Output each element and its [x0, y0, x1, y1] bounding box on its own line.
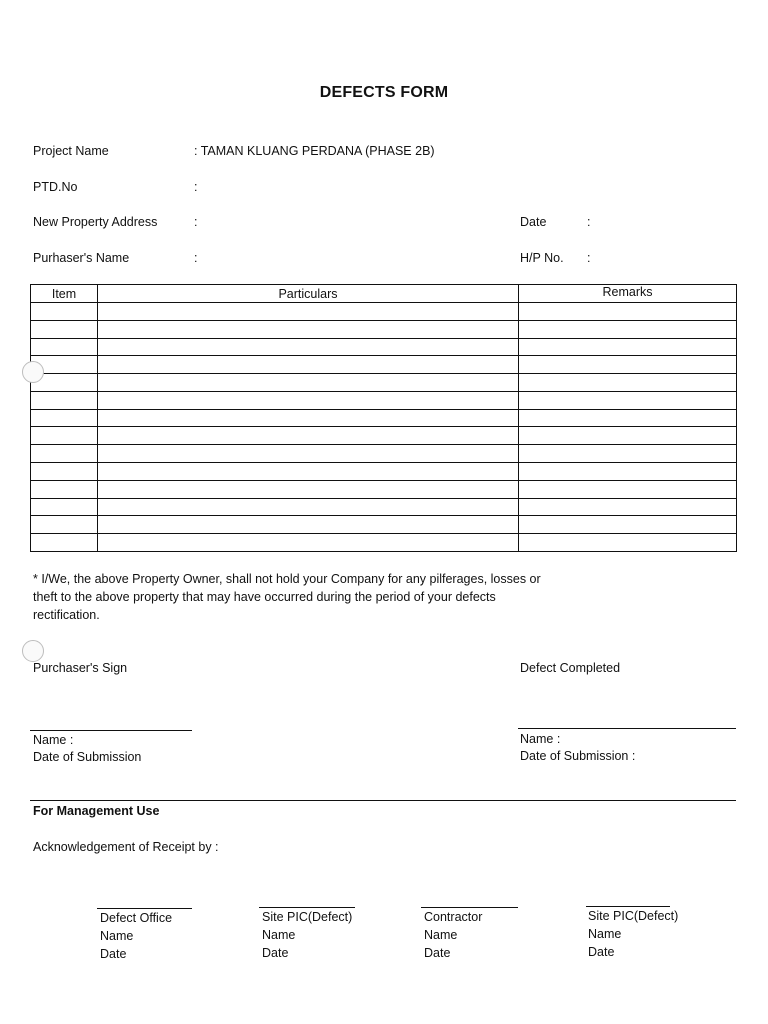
- particulars-cell[interactable]: [98, 303, 519, 321]
- item-cell[interactable]: [31, 445, 98, 463]
- date-colon: :: [587, 215, 591, 229]
- remarks-cell[interactable]: [519, 338, 737, 356]
- table-row: [31, 409, 737, 427]
- table-header-row: [31, 285, 737, 303]
- remarks-cell[interactable]: [519, 391, 737, 409]
- particulars-cell[interactable]: [98, 534, 519, 552]
- remarks-cell[interactable]: [519, 445, 737, 463]
- table-row: [31, 516, 737, 534]
- property-address-colon: :: [194, 215, 198, 229]
- disclaimer-line-3: rectification.: [33, 608, 100, 622]
- acknowledgement-label: Acknowledgement of Receipt by :: [33, 840, 219, 854]
- management-divider: [30, 800, 736, 801]
- remarks-cell[interactable]: [519, 320, 737, 338]
- project-name-label: Project Name: [33, 144, 109, 158]
- item-cell[interactable]: [31, 480, 98, 498]
- item-column-header: Item: [31, 285, 98, 303]
- completed-date-of-submission-label: Date of Submission :: [520, 749, 636, 763]
- particulars-cell[interactable]: [98, 427, 519, 445]
- particulars-cell[interactable]: [98, 320, 519, 338]
- item-cell[interactable]: [31, 320, 98, 338]
- particulars-cell[interactable]: [98, 463, 519, 481]
- contractor-signature-line: [421, 907, 518, 908]
- purchaser-name-colon: :: [194, 251, 198, 265]
- table-row: [31, 391, 737, 409]
- purchaser-name-label: Purhaser's Name: [33, 251, 130, 265]
- project-name-value: : TAMAN KLUANG PERDANA (PHASE 2B): [194, 144, 435, 158]
- remarks-cell[interactable]: [519, 480, 737, 498]
- defect-completed-label: Defect Completed: [520, 661, 621, 675]
- disclaimer-line-1: * I/We, the above Property Owner, shall not hold your Company for any pilferages, losses or: [33, 572, 541, 586]
- particulars-cell[interactable]: [98, 516, 519, 534]
- purchaser-signature-line: [30, 730, 192, 731]
- table-row: [31, 338, 737, 356]
- item-cell[interactable]: [31, 391, 98, 409]
- defects-table: [30, 284, 737, 552]
- table-row: [31, 320, 737, 338]
- table-row: [31, 445, 737, 463]
- ptd-no-label: PTD.No: [33, 180, 78, 194]
- remarks-cell[interactable]: [519, 374, 737, 392]
- item-cell[interactable]: [31, 534, 98, 552]
- defect-completed-signature-line: [518, 728, 736, 729]
- management-heading: For Management Use: [33, 804, 160, 818]
- remarks-cell[interactable]: [519, 356, 737, 374]
- item-cell[interactable]: [31, 463, 98, 481]
- date-label: Date: [520, 215, 547, 229]
- particulars-cell[interactable]: [98, 356, 519, 374]
- hp-no-label: H/P No.: [520, 251, 564, 265]
- particulars-cell[interactable]: [98, 480, 519, 498]
- item-cell[interactable]: [31, 498, 98, 516]
- item-cell[interactable]: [31, 516, 98, 534]
- defect-office-date-label: Date: [100, 947, 127, 961]
- remarks-cell[interactable]: [519, 498, 737, 516]
- site-pic-1-date-label: Date: [262, 946, 289, 960]
- particulars-column-header: Particulars: [98, 285, 519, 303]
- remarks-column-header: Remarks: [519, 285, 737, 303]
- table-row: [31, 480, 737, 498]
- completed-name-field-label: Name :: [520, 732, 561, 746]
- site-pic-1-label: Site PIC(Defect): [262, 910, 353, 924]
- particulars-cell[interactable]: [98, 409, 519, 427]
- remarks-cell[interactable]: [519, 427, 737, 445]
- contractor-date-label: Date: [424, 946, 451, 960]
- form-title: DEFECTS FORM: [319, 84, 449, 101]
- site-pic-2-date-label: Date: [588, 945, 615, 959]
- table-row: [31, 498, 737, 516]
- site-pic-1-signature-line: [259, 907, 355, 908]
- site-pic-1-name-label: Name: [262, 928, 296, 942]
- particulars-cell[interactable]: [98, 445, 519, 463]
- punch-hole: [22, 361, 44, 383]
- defect-office-label: Defect Office: [100, 911, 173, 925]
- particulars-cell[interactable]: [98, 374, 519, 392]
- defect-office-name-label: Name: [100, 929, 134, 943]
- purchaser-date-of-submission-label: Date of Submission: [33, 750, 142, 764]
- site-pic-2-name-label: Name: [588, 927, 622, 941]
- table-row: [31, 356, 737, 374]
- ptd-no-colon: :: [194, 180, 198, 194]
- hp-no-colon: :: [587, 251, 591, 265]
- table-row: [31, 427, 737, 445]
- table-row: [31, 303, 737, 321]
- item-cell[interactable]: [31, 409, 98, 427]
- contractor-label: Contractor: [424, 910, 483, 924]
- table-row: [31, 463, 737, 481]
- table-row: [31, 374, 737, 392]
- remarks-cell[interactable]: [519, 303, 737, 321]
- defects-table-body: [31, 303, 737, 552]
- defect-office-signature-line: [97, 908, 192, 909]
- contractor-name-label: Name: [424, 928, 458, 942]
- remarks-cell[interactable]: [519, 534, 737, 552]
- item-cell[interactable]: [31, 338, 98, 356]
- item-cell[interactable]: [31, 303, 98, 321]
- remarks-cell[interactable]: [519, 516, 737, 534]
- punch-hole: [22, 640, 44, 662]
- remarks-cell[interactable]: [519, 463, 737, 481]
- remarks-cell[interactable]: [519, 409, 737, 427]
- property-address-label: New Property Address: [33, 215, 158, 229]
- table-row: [31, 534, 737, 552]
- site-pic-2-signature-line: [586, 906, 670, 907]
- purchaser-sign-label: Purchaser's Sign: [33, 661, 128, 675]
- purchaser-name-field-label: Name :: [33, 733, 74, 747]
- disclaimer-line-2: theft to the above property that may have occurred during the period of your defects: [33, 590, 496, 604]
- site-pic-2-label: Site PIC(Defect): [588, 909, 679, 923]
- particulars-cell[interactable]: [98, 391, 519, 409]
- particulars-cell[interactable]: [98, 498, 519, 516]
- item-cell[interactable]: [31, 427, 98, 445]
- particulars-cell[interactable]: [98, 338, 519, 356]
